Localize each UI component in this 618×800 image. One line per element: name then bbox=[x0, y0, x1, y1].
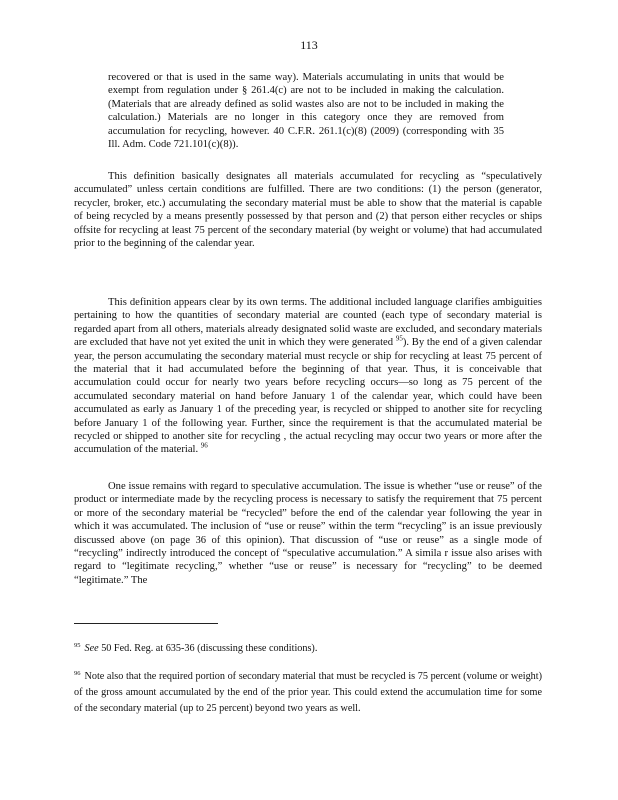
speculative-accumulation-paragraph bbox=[74, 480, 542, 587]
clarification-text bbox=[74, 296, 542, 457]
clarification-paragraph bbox=[74, 296, 542, 457]
footnote-95 bbox=[74, 641, 542, 657]
footnote-96 bbox=[74, 669, 542, 716]
footnote-reference-95: 95 bbox=[395, 334, 403, 343]
footnote-95-signal: See bbox=[84, 643, 99, 654]
definition-paragraph bbox=[74, 170, 542, 250]
page-number: 113 bbox=[300, 38, 318, 52]
footnote-95-text: 50 Fed. Reg. at 635-36 (discussing these conditions). bbox=[101, 643, 318, 654]
speculative-accumulation-text: One issue remains with regard to speculative accumulation. The issue is whether “use or reuse” of the product or intermediate made by the recycling process is necessary to satisfy the requirement that 75 percent or more of the secondary material be “recycled” before the end of the calendar year following the year in which it was accumulated. The inclusion of “use or reuse” within the term “recycling” is an issue previously discussed above (on page 36 of this opinion). That discussion of “use or reuse” as a single mode of “recycling” indirectly introduced the concept of “speculative accumulation.” A simila r issue also arises with regard to “legitimate recycling,” whether “use or reuse” is necessary for “recycling” to be deemed “legitimate.” The bbox=[74, 481, 542, 586]
footnote-96-text: Note also that the required portion of secondary material that must be recycled is 75 percent (volume or weight) of the gross amount accumulated by the end of the prior year. This could extend the accumulation time for some of the secondary material (up to 25 percent) beyond two years as well. bbox=[74, 671, 542, 714]
footnote-separator bbox=[74, 623, 218, 624]
clarification-text-part-2: ). By the end of a given calendar year, the person accumulating the secondary material must recycle or ship for recycling at least 75 percent of the material that it had accumulated before the beginning of that year. Thus, it is conceivable that accumulation could occur for nearly two years before recycling occurs—so long as 75 percent of the accumulated secondary material on hand before January 1 of the calendar year, which could have been accumulated as early as January 1 of the preceding year, is recycled or shipped to another site for recycling before January 1 of the following year. Further, since the requirement is that the accumulated material be recycled or shipped to another site for recycling , the actual recycling may occur two years or more after the accumulation of the material. bbox=[74, 337, 542, 456]
footnote-95-marker: 95 bbox=[74, 641, 81, 649]
definition-text: This definition basically designates all materials accumulated for recycling as “speculatively accumulated” unless certain conditions are fulfilled. There are two conditions: (1) the person (generator, recycler, broker, etc.) accumulating the secondary material must be able to show that the material is capable of being recycled by a means presently possessed by that person and (2) that person either recycles or ships offsite for recycling at least 75 percent of the secondary material (by weight or volume) that had accumulated prior to the beginning of the calendar year. bbox=[74, 171, 542, 250]
quoted-regulation-text: recovered or that is used in the same way). Materials accumulating in units that would be exempt from regulation under § 261.4(c) are not to be included in making the calculation. (Materials that are already defined as solid wastes also are not to be included in making the calculation.) Materials are no longer in this category once they are removed from accumulation for recycling, however. 40 C.F.R. 261.1(c)(8) (2009) (corresponding with 35 Ill. Adm. Code 721.101(c)(8)). bbox=[108, 72, 504, 151]
quoted-regulation-paragraph bbox=[108, 71, 504, 151]
footnote-reference-96: 96 bbox=[200, 441, 208, 450]
footnote-96-marker: 96 bbox=[74, 669, 81, 677]
clarification-text-part-1: This definition appears clear by its own terms. The additional included language clarifies ambiguities pertaining to how the quantities of secondary material are counted (each type of secondary material is regarded apart from all others, materials already designated solid waste are excluded, and secondary materials are excluded that have not yet exited the unit in which they were generated bbox=[74, 297, 542, 349]
